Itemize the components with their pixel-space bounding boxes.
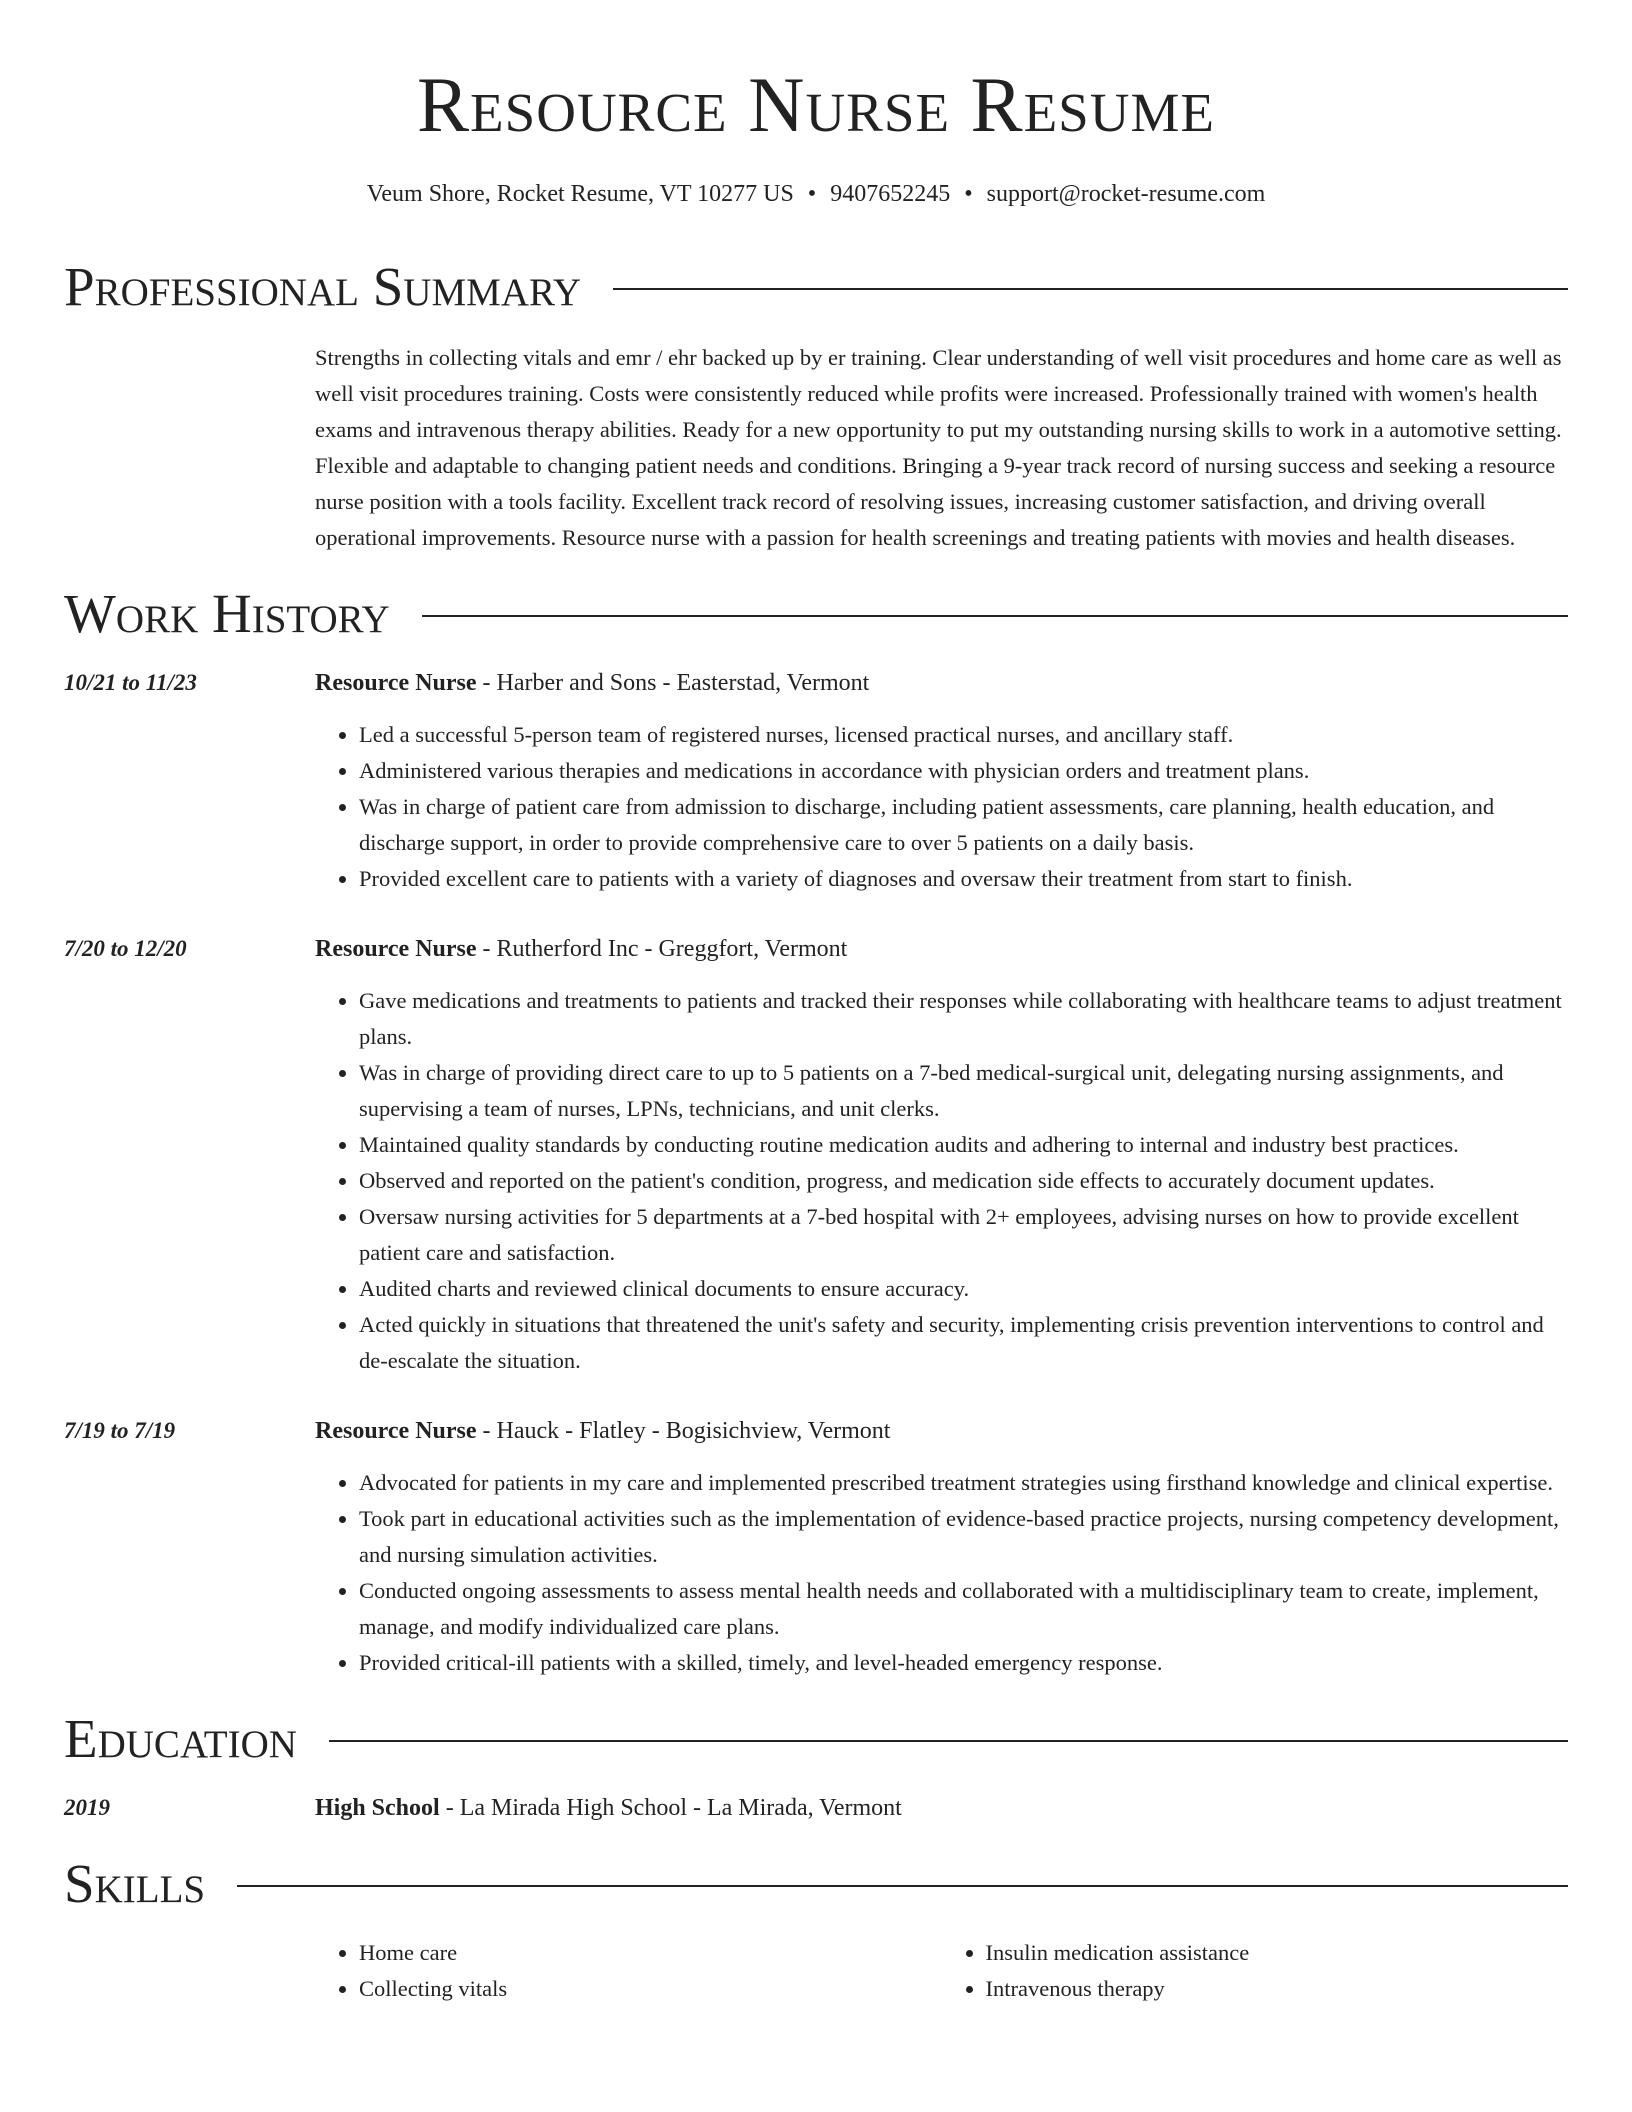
education-heading-line (315, 1790, 1568, 1826)
job-content (315, 665, 1568, 897)
job-bullet: • Oversaw nursing activities for 5 departments at a 7-bed hospital with 2+ employees, advising nurses on how to provide excellent patient care and satisfaction. (359, 1199, 1568, 1271)
job-bullet: • Observed and reported on the patient's condition, progress, and medication side effects to accurately document updates. (359, 1163, 1568, 1199)
job-bullets (315, 1465, 1568, 1681)
job-entry (64, 931, 1568, 1379)
section-divider (329, 1740, 1568, 1742)
job-bullet: • Led a successful 5-person team of registered nurses, licensed practical nurses, and ancillary staff. (359, 717, 1568, 753)
section-divider (237, 1885, 1568, 1887)
job-bullet: • Audited charts and reviewed clinical documents to ensure accuracy. (359, 1271, 1568, 1307)
job-details: - Harber and Sons - Easterstad, Vermont (476, 669, 870, 696)
skills-column-right (942, 1935, 1569, 2007)
skills-column-left (315, 1935, 942, 2007)
skill-item: • Intravenous therapy (986, 1971, 1569, 2007)
job-title: Resource Nurse (315, 935, 477, 962)
skills-list (315, 1935, 1568, 2007)
job-title: Resource Nurse (315, 669, 477, 696)
job-bullets (315, 983, 1568, 1379)
education-section-header (64, 1707, 1568, 1769)
job-bullet: • Was in charge of providing direct care to up to 5 patients on a 7-bed medical-surgical unit, delegating nursing assignments, and supervising a team of nurses, LPNs, technicians, and unit clerks. (359, 1055, 1568, 1127)
job-dates: 7/19 to 7/19 (64, 1417, 176, 1443)
job-bullet: • Was in charge of patient care from admission to discharge, including patient assessments, care planning, health education, and discharge support, in order to provide comprehensive care to over 5 patients on a daily basis. (359, 789, 1568, 861)
job-details: - Rutherford Inc - Greggfort, Vermont (476, 935, 848, 962)
job-heading (315, 931, 1568, 967)
section-divider (422, 615, 1568, 617)
job-bullet: • Administered various therapies and medications in accordance with physician orders and treatment plans. (359, 753, 1568, 789)
contact-phone: 9407652245 (830, 181, 951, 207)
contact-line (64, 180, 1568, 209)
job-dates: 10/21 to 11/23 (64, 669, 197, 695)
job-bullet: • Acted quickly in situations that threatened the unit's safety and security, implementing crisis prevention interventions to control and de-escalate the situation. (359, 1307, 1568, 1379)
education-heading: Education (64, 1707, 297, 1769)
summary-text: Strengths in collecting vitals and emr / ehr backed up by er training. Clear understanding of well visit procedures and home care as well as well visit procedures training. Costs were consistently reduced while profits were increased. Professionally trained with women's health exams and intravenous therapy abilities. Ready for a new opportunity to put my outstanding nursing skills to work in a automotive setting. Flexible and adaptable to changing patient needs and conditions. Bringing a 9-year track record of nursing success and seeking a resource nurse position with a tools facility. Excellent track record of resolving issues, increasing customer satisfaction, and driving overall operational improvements. Resource nurse with a passion for health screenings and treating patients with movies and health diseases. (315, 344, 1562, 550)
education-content (315, 1790, 1568, 1826)
education-degree: High School (315, 1794, 440, 1821)
contact-address: Veum Shore, Rocket Resume, VT 10277 US (366, 181, 794, 207)
job-dates: 7/20 to 12/20 (64, 935, 187, 961)
education-details: - La Mirada High School - La Mirada, Vermont (439, 1794, 902, 1821)
education-date: 2019 (64, 1794, 110, 1820)
contact-separator: • (964, 181, 973, 207)
job-details: - Hauck - Flatley - Bogisichview, Vermont (476, 1417, 891, 1444)
job-entry (64, 1413, 1568, 1681)
job-entry (64, 665, 1568, 897)
job-bullet: • Advocated for patients in my care and implemented prescribed treatment strategies using firsthand knowledge and clinical expertise. (359, 1465, 1568, 1501)
skills-section-header (64, 1852, 1568, 1914)
section-divider (613, 288, 1568, 290)
job-heading (315, 1413, 1568, 1449)
resume-title: Resource Nurse Resume (417, 61, 1215, 148)
job-bullet: • Provided excellent care to patients with a variety of diagnoses and oversaw their treatment from start to finish. (359, 861, 1568, 897)
job-bullet: • Took part in educational activities such as the implementation of evidence-based practice projects, nursing competency development, and nursing simulation activities. (359, 1501, 1568, 1573)
work-heading: Work History (64, 582, 390, 644)
job-bullet: • Gave medications and treatments to patients and tracked their responses while collaborating with healthcare teams to adjust treatment plans. (359, 983, 1568, 1055)
job-bullet: • Maintained quality standards by conducting routine medication audits and adhering to internal and industry best practices. (359, 1127, 1568, 1163)
skills-heading: Skills (64, 1852, 206, 1914)
job-content (315, 931, 1568, 1379)
contact-separator: • (807, 181, 817, 207)
summary-heading: Professional Summary (64, 255, 582, 317)
resume-page (64, 0, 1568, 2007)
work-section-header (64, 582, 1568, 644)
education-entry (64, 1790, 1568, 1826)
skill-item: • Home care (359, 1935, 942, 1971)
job-content (315, 1413, 1568, 1681)
skill-item: • Insulin medication assistance (986, 1935, 1569, 1971)
job-bullet: • Conducted ongoing assessments to assess mental health needs and collaborated with a multidisciplinary team to create, implement, manage, and modify individualized care plans. (359, 1573, 1568, 1645)
job-bullet: • Provided critical-ill patients with a skilled, timely, and level-headed emergency response. (359, 1645, 1568, 1681)
job-heading (315, 665, 1568, 701)
summary-section-header (64, 255, 1568, 317)
job-bullets (315, 717, 1568, 897)
job-title: Resource Nurse (315, 1417, 477, 1444)
contact-email: support@rocket-resume.com (986, 181, 1266, 207)
skill-item: • Collecting vitals (359, 1971, 942, 2007)
